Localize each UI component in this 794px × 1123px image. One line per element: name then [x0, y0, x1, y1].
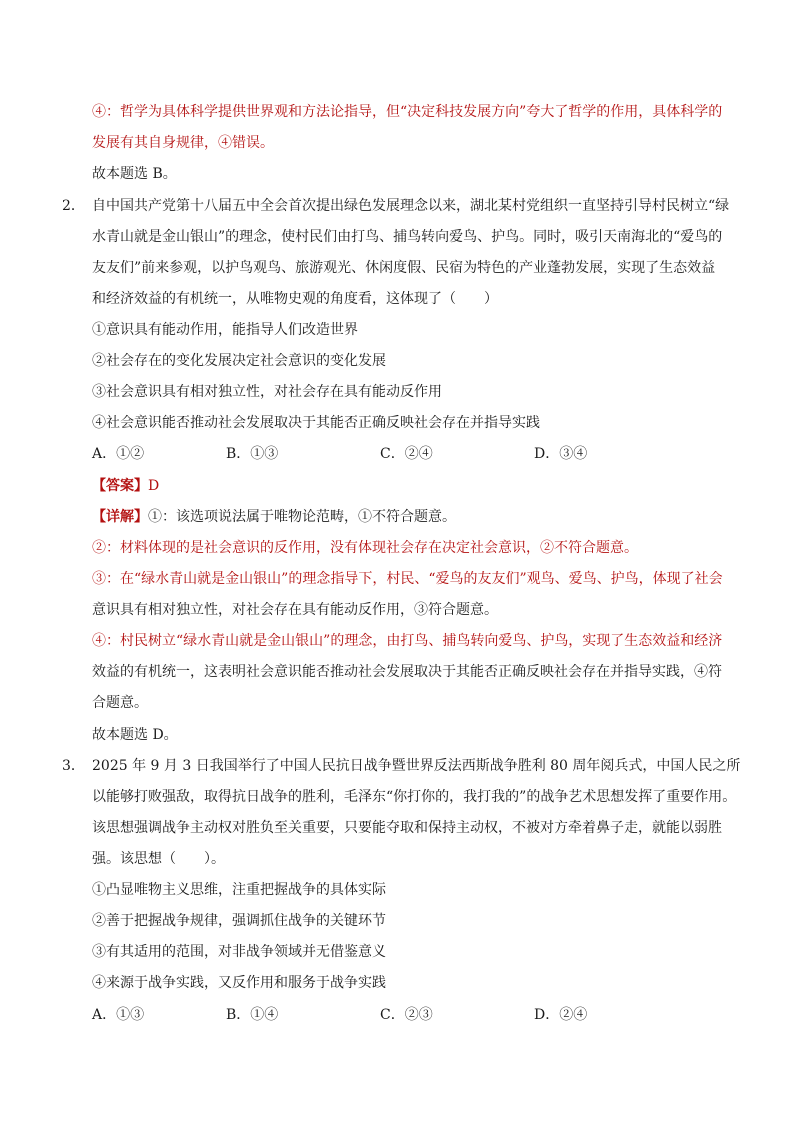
answer-value: D: [148, 478, 160, 494]
q1-conclusion: 故本题选 B。: [92, 166, 177, 182]
q3-option-a: A．①③: [92, 1007, 145, 1023]
q2-stem-line-4: 和经济效益的有机统一，从唯物史观的角度看，这体现了（ ）: [92, 291, 498, 307]
q3-stem-line-1: 2025 年 9 月 3 日我国举行了中国人民抗日战争暨世界反法西斯战争胜利 80 周年阅兵式，中国人民之所: [92, 758, 741, 774]
q2-statement-2: ②社会存在的变化发展决定社会意识的变化发展: [92, 353, 386, 369]
q2-detail-line-6: 效益的有机统一，这表明社会意识能否推动社会发展取决于其能否正确反映社会存在并指导实践，④符: [92, 664, 722, 680]
q2-stem-line-3: 友友们”前来参观，以护鸟观鸟、旅游观光、休闲度假、民宿为特色的产业蓬勃发展，实现了生态效益: [92, 260, 716, 276]
q2-option-a: A．①②: [92, 446, 145, 462]
q1-detail-line-4b: 发展有其自身规律，④错误。: [92, 135, 274, 151]
q2-detail-line-7: 合题意。: [92, 695, 148, 711]
q3-stem-line-2: 以能够打败强敌，取得抗日战争的胜利，毛泽东“你打你的，我打我的”的战争艺术思想发挥了重要作用。: [92, 789, 737, 805]
q2-statement-4: ④社会意识能否推动社会发展取决于其能否正确反映社会存在并指导实践: [92, 415, 540, 431]
q3-option-d: D．②④: [534, 1007, 588, 1023]
q2-statement-1: ①意识具有能动作用，能指导人们改造世界: [92, 322, 358, 338]
q2-option-d: D．③④: [534, 446, 588, 462]
q2-detail-line-2: ②：材料体现的是社会意识的反作用，没有体现社会存在决定社会意识，②不符合题意。: [92, 540, 638, 556]
q2-detail-line-4: 意识具有相对独立性，对社会存在具有能动反作用，③符合题意。: [92, 602, 498, 618]
answer-label: 【答案】: [92, 478, 148, 494]
q3-statement-4: ④来源于战争实践，又反作用和服务于战争实践: [92, 975, 386, 991]
q2-stem-line-2: 水青山就是金山银山”的理念，使村民们由打鸟、捕鸟转向爱鸟、护鸟。同时，吸引天南海北的“爱鸟的: [92, 229, 723, 245]
q3-statement-2: ②善于把握战争规律，强调抓住战争的关键环节: [92, 913, 386, 929]
q3-stem-line-4: 强。该思想（ ）。: [92, 851, 225, 867]
q2-detail-line-5: ④：村民树立“绿水青山就是金山银山”的理念，由打鸟、捕鸟转向爱鸟、护鸟，实现了生态效益和经济: [92, 633, 723, 649]
q2-statement-3: ③社会意识具有相对独立性，对社会存在具有能动反作用: [92, 384, 442, 400]
q2-option-c: C．②④: [380, 446, 433, 462]
q2-answer: [92, 476, 159, 496]
q2-number: 2．: [62, 198, 85, 214]
q3-number: 3．: [62, 758, 85, 774]
q3-statement-3: ③有其适用的范围，对非战争领域并无借鉴意义: [92, 944, 386, 960]
detail-text-1: ①：该选项说法属于唯物论范畴，①不符合题意。: [148, 509, 456, 525]
q3-statement-1: ①凸显唯物主义思维，注重把握战争的具体实际: [92, 882, 386, 898]
q3-option-c: C．②③: [380, 1007, 433, 1023]
q2-option-b: B．①③: [226, 446, 279, 462]
q3-option-b: B．①④: [226, 1007, 279, 1023]
q1-detail-line-4a: ④：哲学为具体科学提供世界观和方法论指导，但“决定科技发展方向”夸大了哲学的作用，具体科学的: [92, 104, 723, 120]
q3-stem-line-3: 该思想强调战争主动权对胜负至关重要，只要能夺取和保持主动权，不被对方牵着鼻子走，就能以弱胜: [92, 820, 722, 836]
q2-detail-line-3: ③：在“绿水青山就是金山银山”的理念指导下，村民、“爱鸟的友友们”观鸟、爱鸟、护鸟，体现了社会: [92, 571, 723, 587]
q2-detail-line-1: [92, 507, 456, 527]
q2-stem-line-1: 自中国共产党第十八届五中全会首次提出绿色发展理念以来，湖北某村党组织一直坚持引导村民树立“绿: [92, 198, 730, 214]
q2-conclusion: 故本题选 D。: [92, 727, 178, 743]
detail-label: 【详解】: [92, 509, 148, 525]
